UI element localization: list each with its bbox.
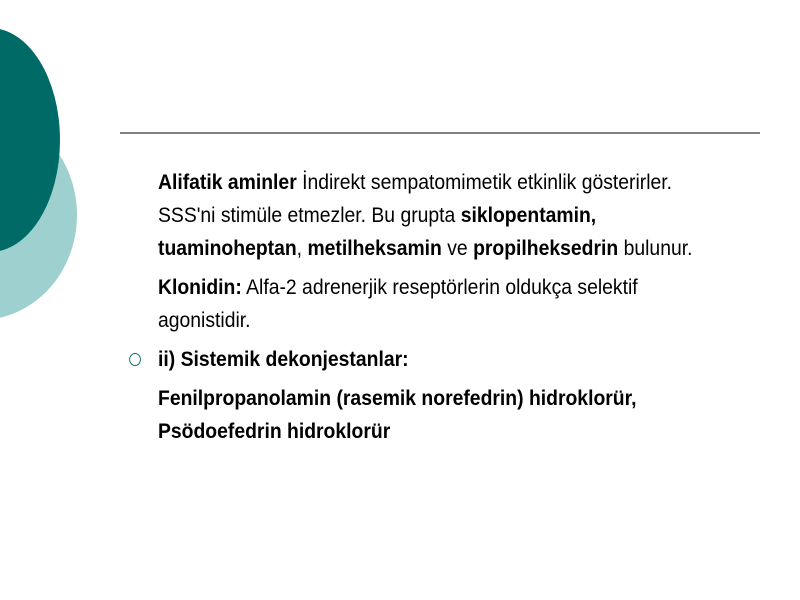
text-run: bulunur. bbox=[618, 236, 693, 260]
text-run: Alfa-2 adrenerjik reseptörlerin oldukça selektif agonistidir. bbox=[158, 275, 638, 332]
bold-text-run: siklopentamin, tuaminoheptan bbox=[158, 203, 597, 260]
bullet-paragraph bbox=[158, 343, 698, 376]
bold-text-run: metilheksamin bbox=[307, 236, 442, 260]
bold-text-run: propilheksedrin bbox=[473, 236, 619, 260]
text-run: İndirekt sempatomimetik etkinlik gösterirler. SSS'ni stimüle etmezler. Bu grupta bbox=[158, 170, 673, 227]
text-run: ve bbox=[441, 236, 474, 260]
bold-text-run: Klonidin: bbox=[158, 275, 242, 299]
body-text bbox=[158, 166, 698, 454]
paragraph bbox=[158, 271, 698, 337]
paragraph bbox=[158, 166, 698, 265]
text-run: , bbox=[296, 236, 308, 260]
circle-bullet-icon bbox=[129, 353, 141, 366]
bold-text-run: Fenilpropanolamin (rasemik norefedrin) hidroklorür, Psödoefedrin hidroklorür bbox=[158, 386, 637, 443]
bold-text-run: Alifatik aminler bbox=[158, 170, 297, 194]
bold-text-run: ii) Sistemik dekonjestanlar: bbox=[158, 347, 409, 371]
paragraph bbox=[158, 382, 698, 448]
